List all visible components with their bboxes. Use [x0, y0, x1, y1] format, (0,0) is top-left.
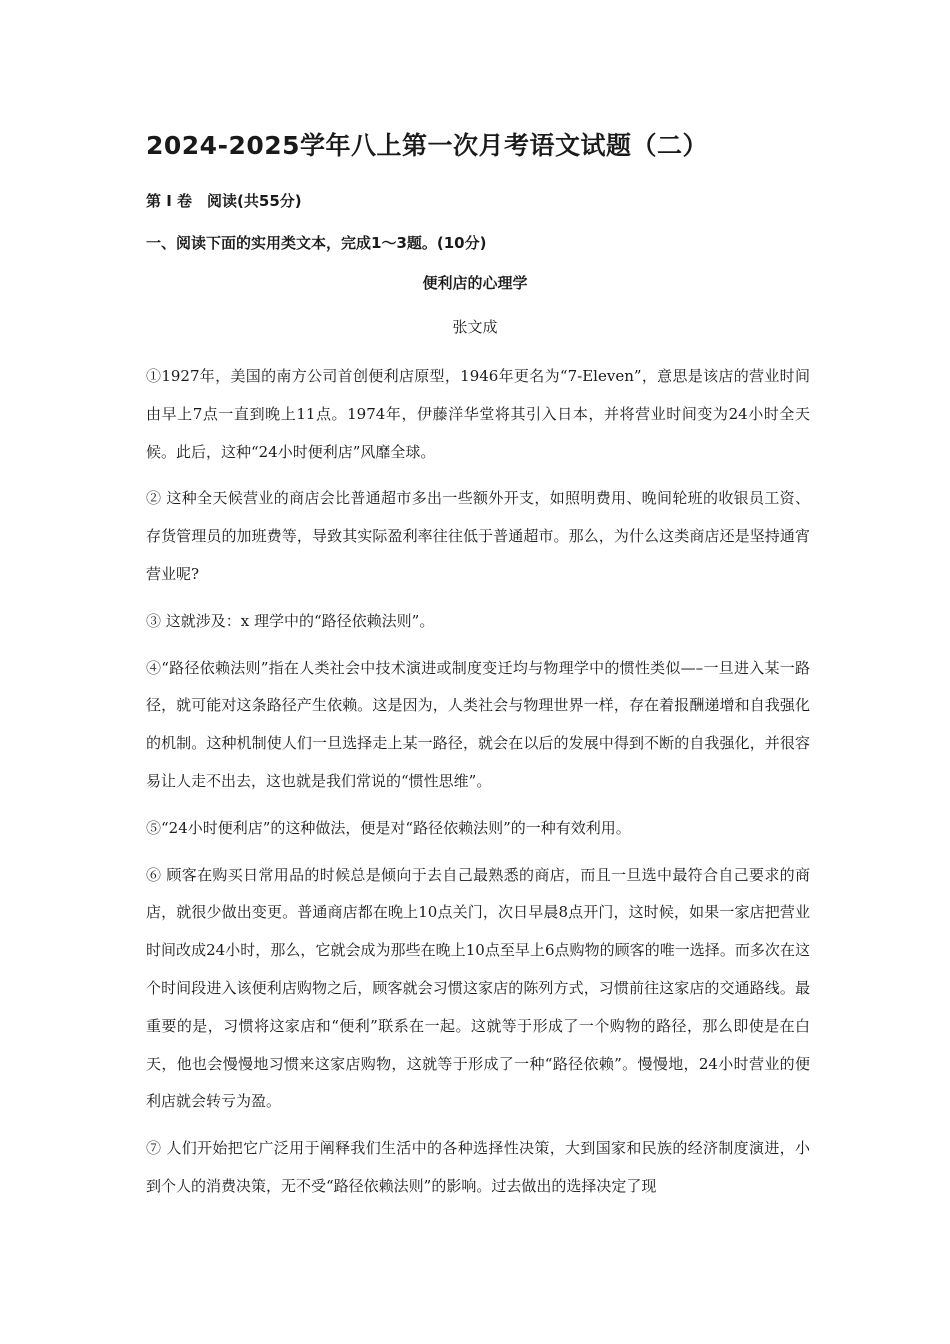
paragraph-5: ⑤“24小时便利店”的这种做法，便是对“路径依赖法则”的一种有效利用。 [146, 818, 631, 837]
article-body [146, 358, 810, 1215]
paragraph-3: ③ 这就涉及：x 理学中的“路径依赖法则”。 [146, 611, 435, 630]
question-group-heading: 一、阅读下面的实用类文本，完成1～3题。(10分) [146, 234, 487, 252]
part-heading: 第 I 卷 阅读(共55分) [146, 192, 302, 210]
page-title: 2024-2025学年八上第一次月考语文试题（二） [146, 131, 709, 160]
paragraph-4: ④“路径依赖法则”指在人类社会中技术演进或制度变迁均与物理学中的惯性类似—–一旦进入某一路径，就可能对这条路径产生依赖。这是因为，人类社会与物理世界一样，存在着报酬递增和自我强化的机制。这种机制使人们一旦选择走上某一路径，就会在以后的发展中得到不断的自我强化，并很容易让人走不出去，这也就是我们常说的“惯性思维”。 [146, 658, 810, 790]
paragraph-1: ①1927年，美国的南方公司首创便利店原型，1946年更名为“7-Eleven”，意思是该店的营业时间由早上7点一直到晚上11点。1974年，伊藤洋华堂将其引入日本，并将营业时间变为24小时全天候。此后，这种“24小时便利店”风靡全球。 [146, 367, 810, 461]
paragraph-7: ⑦ 人们开始把它广泛用于阐释我们生活中的各种选择性决策，大到国家和民族的经济制度演进，小到个人的消费决策，无不受“路径依赖法则”的影响。过去做出的选择决定了现 [146, 1139, 810, 1195]
paragraph-6: ⑥ 顾客在购买日常用品的时候总是倾向于去自己最熟悉的商店，而且一旦选中最符合自己要求的商店，就很少做出变更。普通商店都在晚上10点关门，次日早晨8点开门，这时候，如果一家店把营业时间改成24小时，那么，它就会成为那些在晚上10点至早上6点购物的顾客的唯一选择。而多次在这个时间段进入该便利店购物之后，顾客就会习惯这家店的陈列方式，习惯前往这家店的交通路线。最重要的是，习惯将这家店和“便利”联系在一起。这就等于形成了一个购物的路径，那么即使是在白天，他也会慢慢地习惯来这家店购物，这就等于形成了一种“路径依赖”。慢慢地，24小时营业的便利店就会转亏为盈。 [146, 865, 810, 1111]
article-author: 张文成 [452, 318, 498, 336]
article-title: 便利店的心理学 [422, 274, 528, 292]
paragraph-2: ② 这种全天候营业的商店会比普通超市多出一些额外开支，如照明费用、晚间轮班的收银员工资、存货管理员的加班费等，导致其实际盈利率往往低于普通超市。那么，为什么这类商店还是坚持通宵营业呢? [146, 489, 810, 583]
